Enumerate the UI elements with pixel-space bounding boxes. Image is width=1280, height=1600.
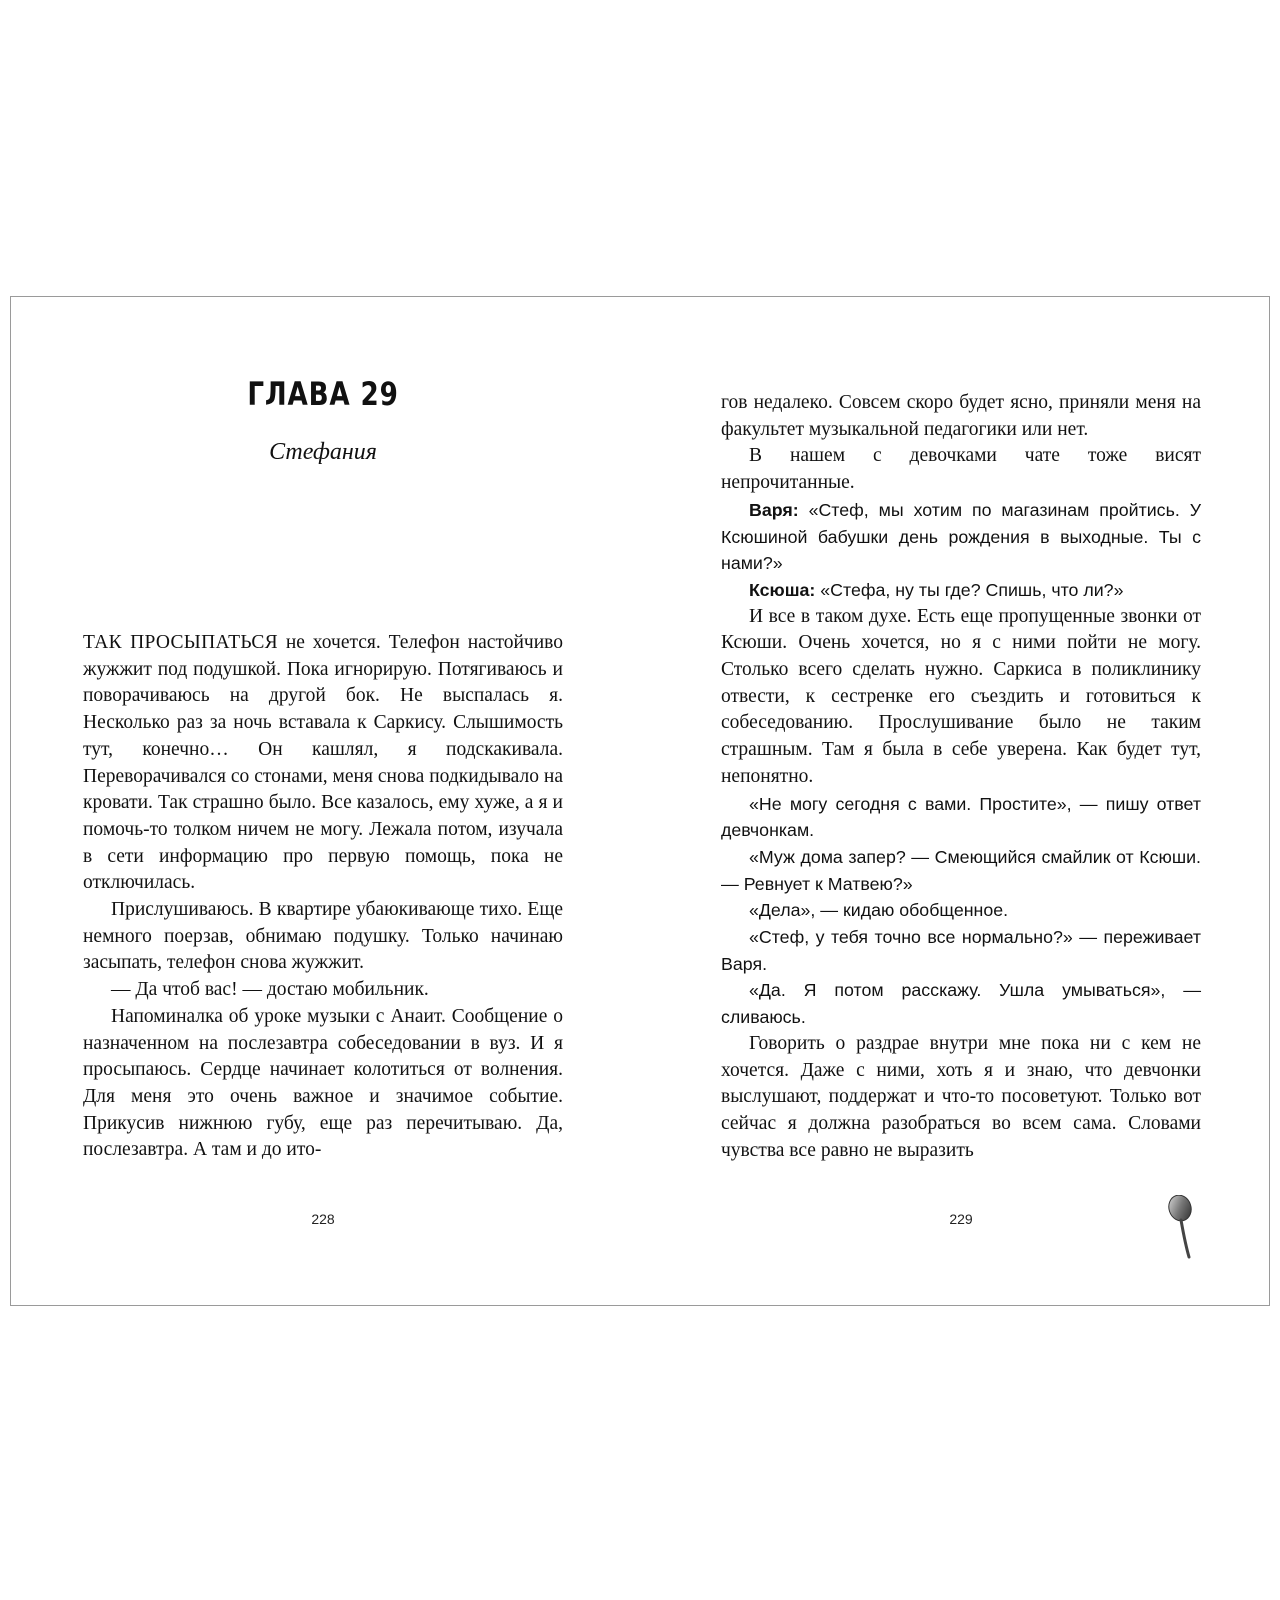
paragraph: Говорить о раздрае внутри мне пока ни с кем не хочется. Даже с ними, хоть я и знаю, что девчонки выслушают, поддержат и что-то посоветуют. Только вот сейчас я должна разобраться во всем сама. Словами чувства все равно не выразить xyxy=(721,1032,1201,1161)
chat-message: «Муж дома запер? — Смеющийся смайлик от Ксюши. — Ревнует к Матвею?» xyxy=(721,846,1201,894)
paragraph: ТАК ПРОСЫПАТЬСЯ не хочется. Телефон настойчиво жужжит под подушкой. Пока игнорирую. Потягиваюсь и поворачиваюсь на другой бок. Не выспалась я. Несколько раз за ночь вставала к Саркису. Слышимость тут, конечно… Он кашлял, я подскакивала. Переворачивался со стонами, меня снова подкидывало на кровати. Так страшно было. Все казалось, ему хуже, а я и помочь-то толком ничем не могу. Лежала потом, изучала в сети информацию про первую помощь, пока не отключилась. xyxy=(83,632,563,894)
right-page xyxy=(721,297,1201,1305)
chat-message: «Да. Я потом расскажу. Ушла умываться», — сливаюсь. xyxy=(721,980,1201,1028)
left-page xyxy=(83,297,563,1305)
paragraph: В нашем с девочками чате тоже висят непрочитанные. xyxy=(721,445,1201,494)
spoon-icon xyxy=(1163,1195,1203,1261)
left-page-text xyxy=(83,630,563,1164)
paragraph: Прислушиваюсь. В квартире убаюкивающе тихо. Еще немного поерзав, обнимаю подушку. Только начинаю засыпать, телефон снова жужжит. xyxy=(83,899,563,974)
paragraph: И все в таком духе. Есть еще пропущенные звонки от Ксюши. Очень хочется, но я с ними пойти не могу. Столько всего сделать нужно. Саркиса в поликлинику отвести, к сестренке его съездить и готовиться к собеседованию. Прослушивание было не таким страшным. Там я была в себе уверена. Как будет тут, непонятно. xyxy=(721,605,1201,787)
paragraph: — Да чтоб вас! — достаю мобильник. xyxy=(111,979,429,1001)
paragraph: Напоминалка об уроке музыки с Анаит. Сообщение о назначенном на послезавтра собеседовании в вуз. И я просыпаюсь. Сердце начинает колотиться от волнения. Для меня это очень важное и значимое событие. Прикусив нижнюю губу, еще раз перечитываю. Да, послезавтра. А там и до ито- xyxy=(83,1005,563,1161)
page-number-left: 228 xyxy=(311,1211,335,1227)
opening-caps: ТАК ПРОСЫПАТЬСЯ xyxy=(83,632,278,653)
chapter-title: ГЛАВА 29 xyxy=(247,375,399,413)
message-author: Варя: xyxy=(749,499,799,520)
chat-message: «Стеф, у тебя точно все нормально?» — переживает Варя. xyxy=(721,927,1201,974)
chat-message: «Не могу сегодня с вами. Простите», — пишу ответ девчонкам. xyxy=(721,793,1201,841)
message-author: Ксюша: xyxy=(749,579,816,600)
chat-message: Варя: «Стеф, мы хотим по магазинам пройтись. У Ксюшиной бабушки день рождения в выходные. Ты с нами?» xyxy=(721,499,1201,574)
book-spread xyxy=(10,296,1270,1306)
paragraph: гов недалеко. Совсем скоро будет ясно, приняли меня на факультет музыкальной педагогики или нет. xyxy=(721,392,1201,440)
page-number-right: 229 xyxy=(949,1211,973,1227)
chat-message: «Дела», — кидаю обобщенное. xyxy=(749,900,1009,921)
chapter-subtitle: Стефания xyxy=(269,439,377,465)
right-page-text xyxy=(721,390,1201,1164)
chat-message: Ксюша: «Стефа, ну ты где? Спишь, что ли?» xyxy=(749,579,1124,600)
